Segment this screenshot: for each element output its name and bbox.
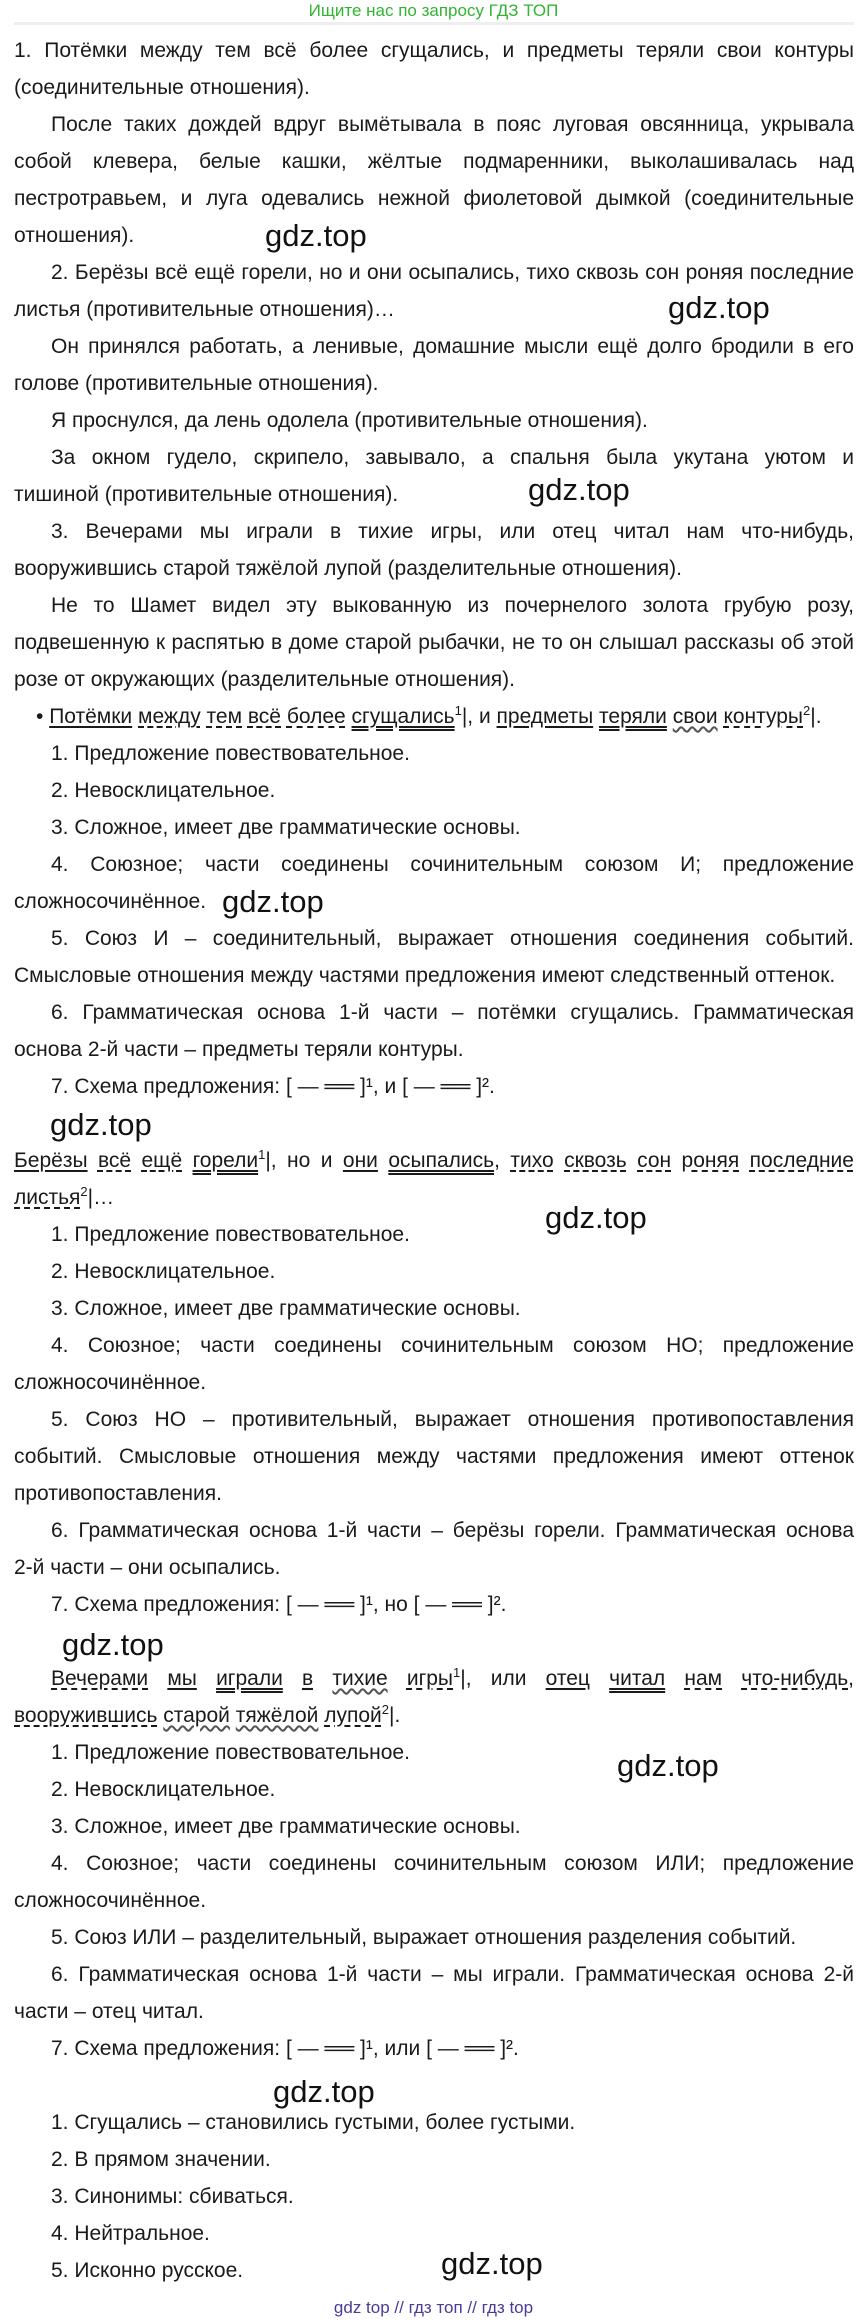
- watermark: gdz.top: [545, 1200, 647, 1235]
- watermark: gdz.top: [222, 884, 324, 919]
- sentence-scheme: 7. Схема предложения: [ — ══ ]¹, и [ — ══ ]².: [51, 1075, 495, 1098]
- text-line: листья (противительные отношения)…: [14, 298, 395, 321]
- list-item: 2. Невосклицательное.: [51, 1260, 276, 1283]
- text-line: Не то Шамет видел эту выкованную из почернелого золота грубую розу,: [51, 594, 854, 617]
- list-item: сложносочинённое.: [14, 1889, 207, 1912]
- text-line: пестротравьем, и луга одевались нежной фиолетовой дымкой (соединительные: [14, 187, 854, 210]
- footer: gdz top // гдз топ // гдз top: [333, 2298, 534, 2317]
- list-item: 1. Предложение повествовательное.: [51, 1741, 410, 1764]
- text-line: розе от окружающих (разделительные отношения).: [14, 668, 515, 691]
- list-item: 1. Предложение повествовательное.: [51, 742, 410, 765]
- list-item: 2. Невосклицательное.: [51, 779, 276, 802]
- list-item: 5. Союз И – соединительный, выражает отношения соединения событий.: [51, 927, 854, 950]
- parsed-sentence: • Потёмки между тем всё более сгущались$^1$|, и предметы теряли свои контуры$^2$|.: [36, 703, 822, 728]
- parsed-sentence: листья$^2$|…: [14, 1184, 115, 1209]
- text-line: голове (противительные отношения).: [14, 372, 379, 395]
- text-line: 2. Берёзы всё ещё горели, но и они осыпались, тихо сквозь сон роняя последние: [51, 261, 854, 284]
- list-item: части – отец читал.: [14, 2000, 204, 2023]
- list-item: 6. Грамматическая основа 1-й части – берёзы горели. Грамматическая основа: [51, 1519, 854, 1542]
- text-line: собой клевера, белые кашки, жёлтые подмаренники, выколашивалась над: [14, 150, 854, 173]
- sentence-scheme: 7. Схема предложения: [ — ══ ]¹, или [ — ══ ]².: [51, 2037, 519, 2060]
- list-item: сложносочинённое.: [14, 1371, 207, 1394]
- list-item: 2. В прямом значении.: [51, 2148, 271, 2171]
- list-item: 3. Синонимы: сбиваться.: [51, 2185, 294, 2208]
- text-line: За окном гудело, скрипело, завывало, а спальня была укутана уютом и: [51, 446, 854, 469]
- list-item: 3. Сложное, имеет две грамматические основы.: [51, 816, 521, 839]
- list-item: 1. Сгущались – становились густыми, более густыми.: [51, 2111, 576, 2134]
- watermark: gdz.top: [441, 2246, 543, 2281]
- list-item: 5. Союз ИЛИ – разделительный, выражает отношения разделения событий.: [51, 1926, 797, 1949]
- text-line: 3. Вечерами мы играли в тихие игры, или отец читал нам что-нибудь,: [51, 520, 854, 543]
- parsed-sentence: Берёзы всё ещё горели$^1$|, но и они осыпались, тихо сквозь сон роняя последние: [14, 1147, 854, 1172]
- list-item: 3. Сложное, имеет две грамматические основы.: [51, 1297, 521, 1320]
- list-item: 4. Союзное; части соединены сочинительным союзом ИЛИ; предложение: [51, 1852, 854, 1875]
- text-line: вооружившись старой тяжёлой лупой (разделительные отношения).: [14, 557, 682, 580]
- list-item: сложносочинённое.: [14, 890, 207, 913]
- list-item: 4. Нейтральное.: [51, 2222, 210, 2245]
- list-item: противопоставления.: [14, 1482, 222, 1505]
- text-line: (соединительные отношения).: [14, 76, 310, 99]
- list-item: 4. Союзное; части соединены сочинительным союзом НО; предложение: [51, 1334, 854, 1357]
- text-line: отношения).: [14, 224, 135, 247]
- text-line: После таких дождей вдруг вымётывала в пояс луговая овсянница, укрывала: [51, 113, 854, 136]
- watermark: gdz.top: [265, 218, 367, 253]
- list-item: 2-й части – они осыпались.: [14, 1556, 281, 1579]
- list-item: событий. Смысловые отношения между частями предложения имеют оттенок: [14, 1445, 854, 1468]
- list-item: 6. Грамматическая основа 1-й части – мы играли. Грамматическая основа 2-й: [51, 1963, 854, 1986]
- list-item: Смысловые отношения между частями предложения имеют следственный оттенок.: [14, 964, 836, 987]
- watermark: gdz.top: [528, 472, 630, 507]
- list-item: 5. Союз НО – противительный, выражает отношения противопоставления: [51, 1408, 854, 1431]
- list-item: основа 2-й части – предметы теряли контуры.: [14, 1038, 464, 1061]
- list-item: 5. Исконно русское.: [51, 2259, 244, 2282]
- list-item: 6. Грамматическая основа 1-й части – потёмки сгущались. Грамматическая: [51, 1001, 854, 1024]
- list-item: 1. Предложение повествовательное.: [51, 1223, 410, 1246]
- text-line: Он принялся работать, а ленивые, домашние мысли ещё долго бродили в его: [51, 335, 854, 358]
- watermark: gdz.top: [273, 2074, 375, 2109]
- sentence-scheme: 7. Схема предложения: [ — ══ ]¹, но [ — ══ ]².: [51, 1593, 507, 1616]
- watermark: gdz.top: [50, 1107, 152, 1142]
- parsed-sentence: вооружившись старой тяжёлой лупой$^2$|.: [14, 1702, 401, 1727]
- text-line: тишиной (противительные отношения).: [14, 483, 399, 506]
- watermark: gdz.top: [617, 1748, 719, 1783]
- search-banner: Ищите нас по запросу ГДЗ ТОП: [308, 1, 559, 20]
- text-line: подвешенную к распятью в доме старой рыбачки, не то он слышал рассказы об этой: [14, 631, 854, 654]
- top-divider: [14, 22, 854, 25]
- text-line: 1. Потёмки между тем всё более сгущались, и предметы теряли свои контуры: [14, 39, 854, 62]
- watermark: gdz.top: [668, 290, 770, 325]
- list-item: 3. Сложное, имеет две грамматические основы.: [51, 1815, 521, 1838]
- list-item: 4. Союзное; части соединены сочинительным союзом И; предложение: [51, 853, 854, 876]
- parsed-sentence: Вечерами мы играли в тихие игры$^1$|, или отец читал нам что-нибудь,: [51, 1665, 855, 1690]
- text-line: Я проснулся, да лень одолела (противительные отношения).: [51, 409, 648, 432]
- list-item: 2. Невосклицательное.: [51, 1778, 276, 1801]
- watermark: gdz.top: [62, 1627, 164, 1662]
